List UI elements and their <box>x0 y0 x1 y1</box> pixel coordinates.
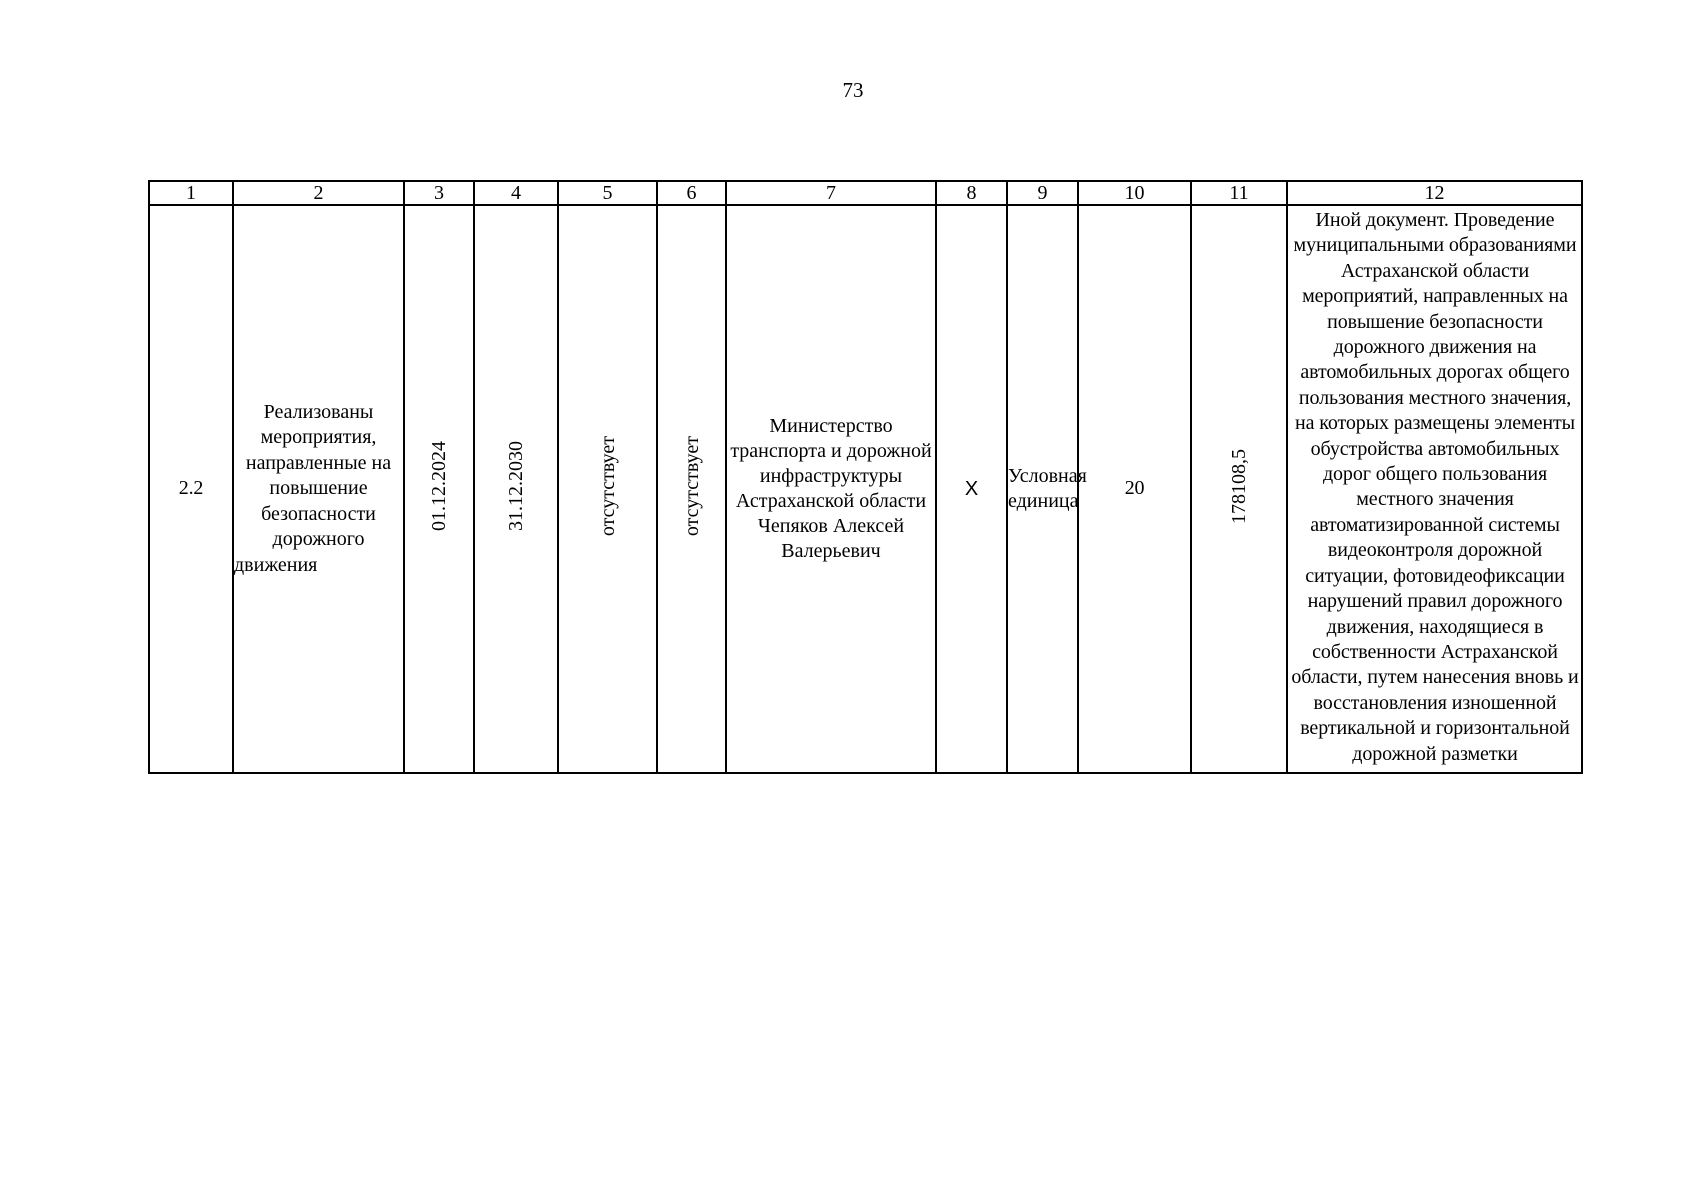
start-date-cell <box>404 205 474 773</box>
col6-value: отсутствует <box>680 435 703 537</box>
col6-cell <box>657 205 726 773</box>
indicator-value: 20 <box>1078 205 1191 773</box>
col5-cell <box>558 205 657 773</box>
description: Иной документ. Проведение муниципальными образованиями Астраханской области мероприятий, направленных на повышение безопасности дорожного движения на автомобильных дорогах общего пользования местного значения, на которых размещены элементы обустройства автомобильных дорог общего пользования местного значения автоматизированной системы видеоконтроля дорожной ситуации, фотовидеофиксации нарушений правил дорожного движения, находящиеся в собственности Астраханской области, путем нанесения вновь и восстановления изношенной вертикальной и горизонтальной дорожной разметки <box>1287 205 1582 773</box>
header-cell: 9 <box>1007 181 1078 205</box>
header-cell: 10 <box>1078 181 1191 205</box>
amount-value: 178108,5 <box>1228 448 1250 524</box>
measure-name: Реализованы мероприятия, направленные на повышение безопасности дорожного движения <box>233 205 404 773</box>
header-cell: 5 <box>558 181 657 205</box>
header-cell: 2 <box>233 181 404 205</box>
header-cell: 11 <box>1191 181 1287 205</box>
end-date: 31.12.2030 <box>505 441 527 531</box>
start-date: 01.12.2024 <box>428 441 450 531</box>
measures-table <box>148 180 1583 774</box>
header-cell: 8 <box>936 181 1007 205</box>
header-cell: 1 <box>149 181 233 205</box>
header-cell: 6 <box>657 181 726 205</box>
header-row <box>149 181 1582 205</box>
header-cell: 7 <box>726 181 936 205</box>
col5-value: отсутствует <box>596 435 619 537</box>
header-cell: 4 <box>474 181 558 205</box>
end-date-cell <box>474 205 558 773</box>
table-row <box>149 205 1582 773</box>
unit-of-measure: Условная единица <box>1007 205 1078 773</box>
header-cell: 12 <box>1287 181 1582 205</box>
amount-cell <box>1191 205 1287 773</box>
responsible-org: Министерство транспорта и дорожной инфраструктуры Астраханской области Чепяков Алексей Валерьевич <box>726 205 936 773</box>
header-cell: 3 <box>404 181 474 205</box>
page-number: 73 <box>842 78 864 102</box>
col8-value: X <box>936 205 1007 773</box>
row-number: 2.2 <box>149 205 233 773</box>
